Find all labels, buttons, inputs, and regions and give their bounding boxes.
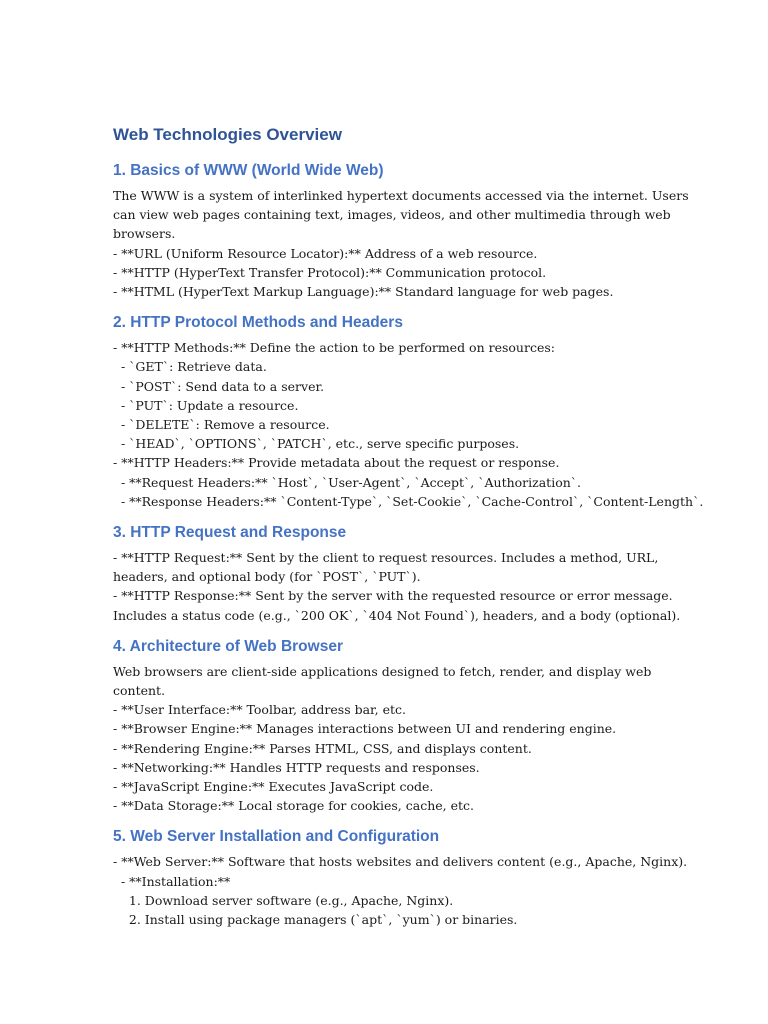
body-line: The WWW is a system of interlinked hypertext documents accessed via the internet. Users <box>113 188 689 203</box>
sub-bullet-item: - `HEAD`, `OPTIONS`, `PATCH`, etc., serve specific purposes. <box>113 436 520 452</box>
bullet-item: - **Browser Engine:** Manages interactions between UI and rendering engine. <box>113 721 617 737</box>
body-line: Includes a status code (e.g., `200 OK`, `404 Not Found`), headers, and a body (optional). <box>113 607 681 623</box>
sub-bullet-item: - **Installation:** <box>113 873 231 889</box>
numbered-step: 2. Install using package managers (`apt`, `yum`) or binaries. <box>113 912 518 928</box>
sub-bullet-item: - **Response Headers:** `Content-Type`, `Set-Cookie`, `Cache-Control`, `Content-Length`. <box>113 493 704 509</box>
section-heading: 5. Web Server Installation and Configuration <box>113 828 440 846</box>
bullet-item: - **HTTP Response:** Sent by the server with the requested resource or error message. <box>113 588 673 604</box>
bullet-item: - **Web Server:** Software that hosts websites and delivers content (e.g., Apache, Nginx). <box>113 854 688 870</box>
bullet-item: - **URL (Uniform Resource Locator):** Address of a web resource. <box>113 245 538 261</box>
section-http-request-response <box>113 523 768 625</box>
bullet-item: - **Rendering Engine:** Parses HTML, CSS, and displays content. <box>113 740 532 756</box>
body-line: headers, and optional body (for `POST`, `PUT`). <box>113 569 421 585</box>
bullet-item: - **Data Storage:** Local storage for cookies, cache, etc. <box>113 798 474 814</box>
section-heading: 1. Basics of WWW (World Wide Web) <box>113 162 384 179</box>
body-line: content. <box>113 683 166 699</box>
section-web-server-installation <box>113 827 768 929</box>
section-heading: 4. Architecture of Web Browser <box>113 637 343 655</box>
bullet-item: - **HTTP Request:** Sent by the client to request resources. Includes a method, URL, <box>113 550 659 566</box>
section-browser-architecture <box>113 637 768 816</box>
sub-bullet-item: - `DELETE`: Remove a resource. <box>113 417 330 433</box>
bullet-item: - **HTTP Headers:** Provide metadata about the request or response. <box>113 455 560 471</box>
numbered-step: 1. Download server software (e.g., Apache, Nginx). <box>113 892 454 908</box>
sub-bullet-item: - `GET`: Retrieve data. <box>113 359 267 375</box>
sub-bullet-item: - `POST`: Send data to a server. <box>113 378 325 394</box>
bullet-item: - **User Interface:** Toolbar, address bar, etc. <box>113 702 406 718</box>
section-heading: 3. HTTP Request and Response <box>113 524 347 542</box>
bullet-item: - **HTML (HyperText Markup Language):** Standard language for web pages. <box>113 284 614 300</box>
body-line: can view web pages containing text, images, videos, and other multimedia through web <box>113 207 671 223</box>
bullet-item: - **HTTP (HyperText Transfer Protocol):** Communication protocol. <box>113 264 547 280</box>
section-http-methods-headers <box>113 313 768 511</box>
section-heading: 2. HTTP Protocol Methods and Headers <box>113 314 403 332</box>
document-title: Web Technologies Overview <box>113 125 342 144</box>
body-line: Web browsers are client-side applications designed to fetch, render, and display web <box>113 663 652 679</box>
bullet-item: - **Networking:** Handles HTTP requests and responses. <box>113 759 480 775</box>
bullet-item: - **JavaScript Engine:** Executes JavaScript code. <box>113 779 434 795</box>
bullet-item: - **HTTP Methods:** Define the action to be performed on resources: <box>113 340 555 356</box>
body-line: browsers. <box>113 226 176 242</box>
sub-bullet-item: - **Request Headers:** `Host`, `User-Agent`, `Accept`, `Authorization`. <box>113 474 581 490</box>
section-basics-of-www <box>113 161 768 301</box>
sub-bullet-item: - `PUT`: Update a resource. <box>113 397 299 413</box>
